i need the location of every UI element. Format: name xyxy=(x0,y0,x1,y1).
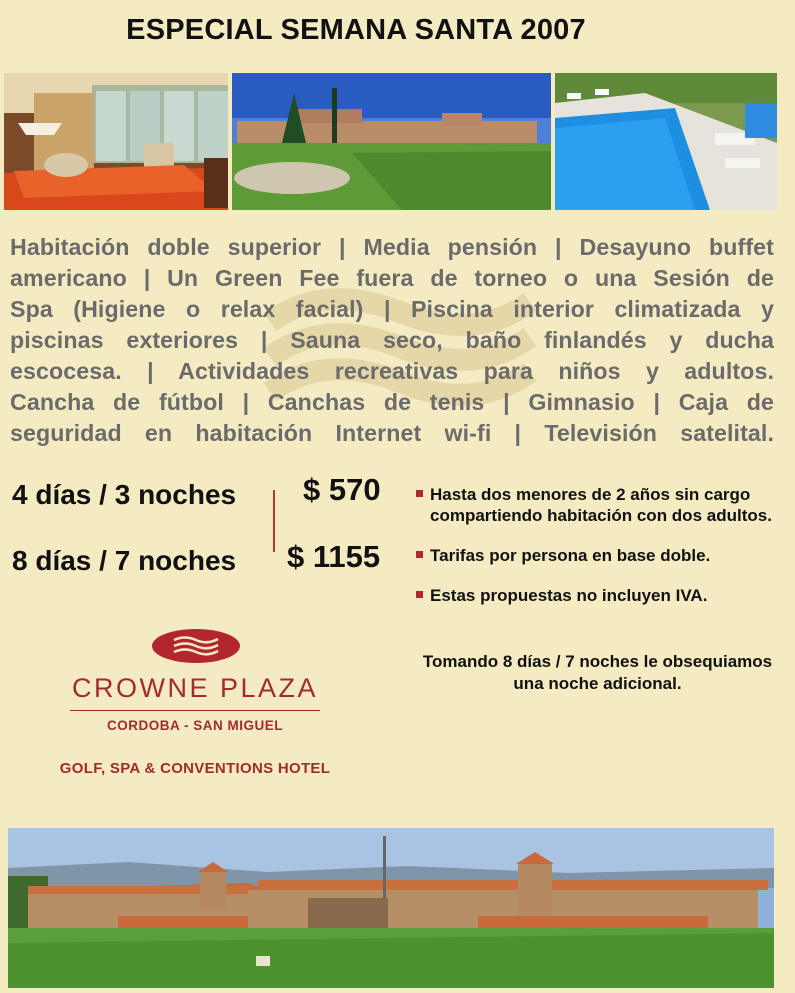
package-divider xyxy=(273,490,275,552)
hotel-panorama-photo xyxy=(8,828,774,988)
bullet-square-icon xyxy=(416,490,423,497)
brand-name: CROWNE PLAZA xyxy=(71,673,319,703)
crowne-plaza-wave-icon xyxy=(150,627,242,665)
amenities-line: Habitación doble superior | Media pensión | Desayuno buffet xyxy=(10,234,774,260)
amenities-line: Spa (Higiene o relax facial) | Piscina interior climatizada y xyxy=(10,296,774,322)
hotel-golf-exterior-photo xyxy=(232,73,551,210)
condition-item xyxy=(416,545,786,566)
amenities-line: Cancha de fútbol | Canchas de tenis | Gimnasio | Caja de xyxy=(10,389,774,415)
amenities-line: escocesa. | Actividades recreativas para niños y adultos. xyxy=(10,358,774,384)
amenities-line: seguridad en habitación Internet wi-fi | Televisión satelital. xyxy=(10,420,774,446)
condition-text: Tarifas por persona en base doble. xyxy=(430,546,711,565)
amenities-line: piscinas exteriores | Sauna seco, baño finlandés y ducha xyxy=(10,327,774,353)
amenities-line: americano | Un Green Fee fuera de torneo o una Sesión de xyxy=(10,265,774,291)
conditions-list xyxy=(416,484,786,625)
promo-text: Tomando 8 días / 7 noches le obsequiamos una noche adicional. xyxy=(422,652,773,693)
bullet-square-icon xyxy=(416,551,423,558)
condition-text: Estas propuestas no incluyen IVA. xyxy=(430,586,708,605)
bullet-square-icon xyxy=(416,591,423,598)
package-4-days-label: 4 días / 3 noches xyxy=(12,479,237,510)
brand-location: CORDOBA - SAN MIGUEL xyxy=(107,718,283,733)
condition-item xyxy=(416,585,786,606)
package-8-days-label: 8 días / 7 noches xyxy=(12,545,237,576)
pool-photo xyxy=(555,73,777,210)
package-8-days-price: $ 1155 xyxy=(287,539,381,574)
amenities-text xyxy=(10,232,774,449)
brand-divider xyxy=(70,710,320,711)
brand-tagline: GOLF, SPA & CONVENTIONS HOTEL xyxy=(59,760,331,777)
condition-text: Hasta dos menores de 2 años sin cargo compartiendo habitación con dos adultos. xyxy=(430,485,772,525)
hotel-room-photo xyxy=(4,73,228,210)
package-4-days-price: $ 570 xyxy=(303,472,381,507)
condition-item xyxy=(416,484,786,526)
page-title: ESPECIAL SEMANA SANTA 2007 xyxy=(126,14,586,46)
